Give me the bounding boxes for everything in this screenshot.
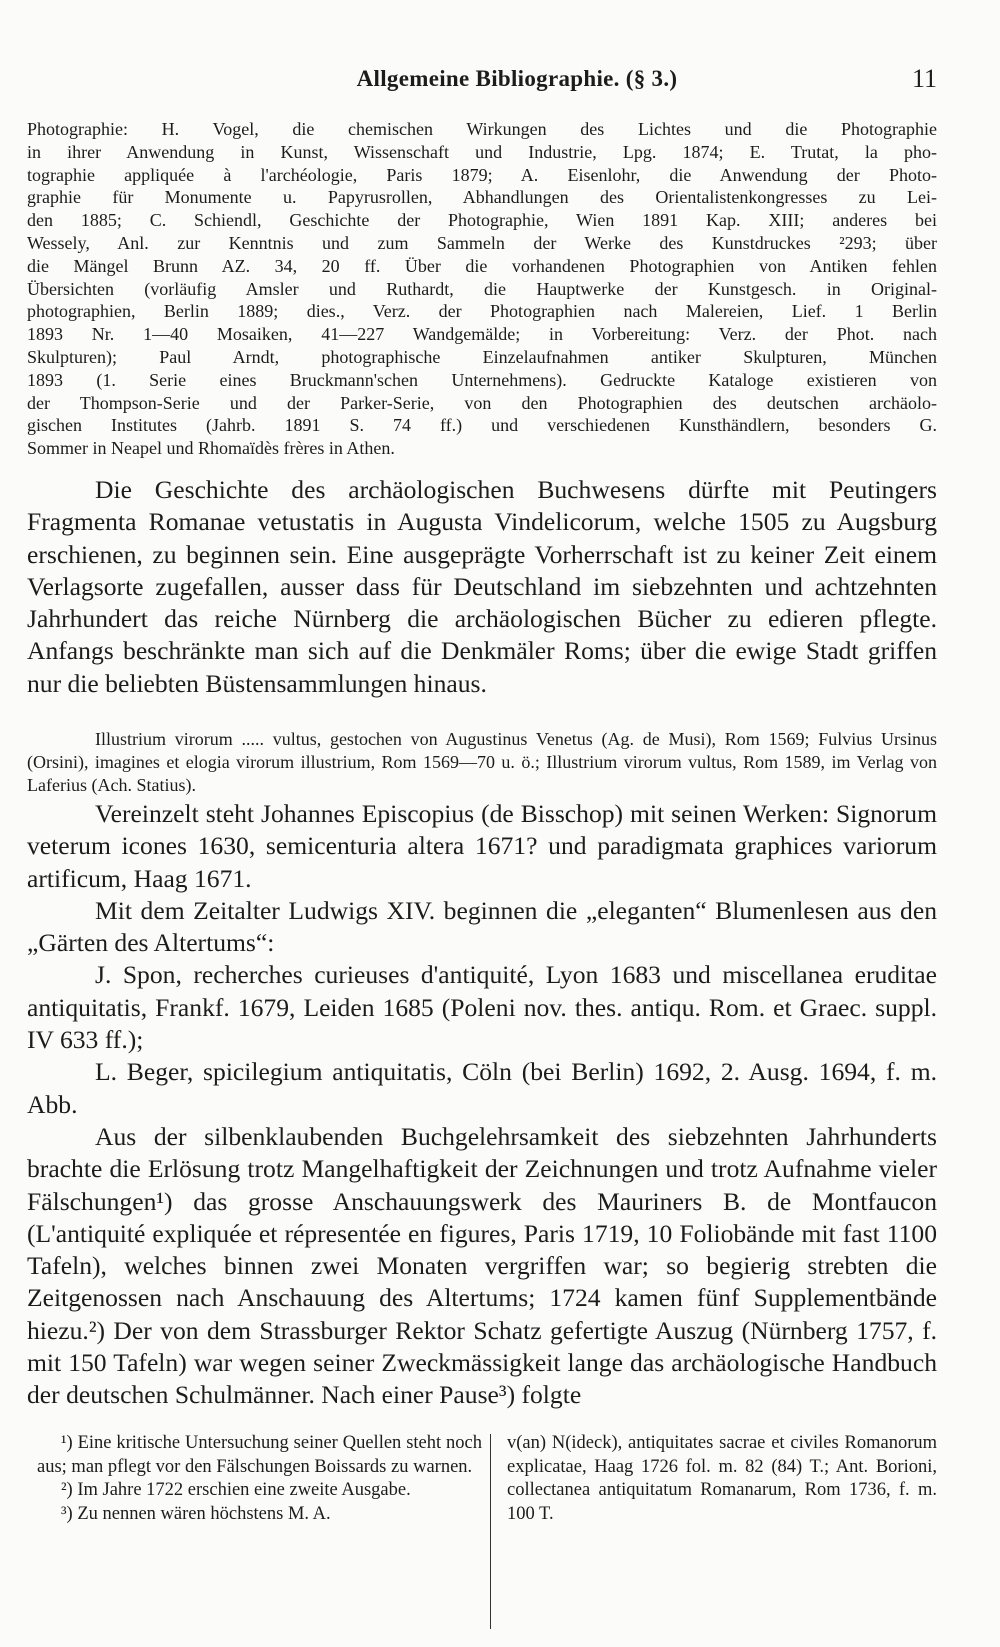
text-line: 1893 (1. Serie eines Bruckmann'schen Unternehmens). Gedruckte Kataloge existieren von <box>27 369 937 390</box>
text-line: Skulpturen); Paul Arndt, photographische Einzelaufnahmen antiker Skulpturen, München <box>27 346 937 367</box>
running-title: Allgemeine Bibliographie. (§ 3.) <box>356 66 678 91</box>
photography-paragraph <box>27 118 937 460</box>
ludwig-paragraph: Mit dem Zeitalter Ludwigs XIV. beginnen die „eleganten“ Blumenlesen aus den „Gärten des Altertums“: <box>27 895 937 958</box>
montfaucon-paragraph: Aus der silbenklaubenden Buchgelehrsamkeit des siebzehnten Jahrhunderts brachte die Erlösung trotz Mangelhaftigkeit der Zeichnungen und trotz Aufnahme vieler Fälschungen¹) das grosse Anschauungswerk des Mauriners B. de Montfaucon (L'antiquité expliquée et répresentée en figures, Paris 1719, 10 Foliobände mit fast 1100 Tafeln), welches binnen zwei Monaten vergriffen war; so begierig strebten die Zeitgenossen nach Anschauung des Altertums; 1724 kamen fünf Supplementbände hiezu.²) Der von dem Strassburger Rektor Schatz gefertigte Auszug (Nürnberg 1757, f. mit 150 Tafeln) war wegen seiner Zweckmässigkeit lange das archäologische Handbuch der deutschen Schulmänner. Nach einer Pause³) folgte <box>27 1121 937 1410</box>
spon-paragraph: J. Spon, recherches curieuses d'antiquité, Lyon 1683 und miscellanea eruditae antiquitatis, Frankf. 1679, Leiden 1685 (Poleni nov. thes. antiqu. Rom. et Graec. suppl. IV 633 ff.); <box>27 960 937 1055</box>
text-line: graphie für Monumente u. Papyrusrollen, Abhandlungen des Orientalistenkongresses zu Lei- <box>27 187 937 208</box>
geschichte-paragraph: Die Geschichte des archäologischen Buchwesens dürfte mit Peutingers Fragmenta Romanae vetustatis in Augusta Vindelicorum, welche 1505 zu Augsburg erschienen, zu beginnen sein. Eine ausgeprägte Vorherrschaft ist zu keiner Zeit einem Verlagsorte zugefallen, ausser dass für Deutschland im siebzehnten und achtzehnten Jahrhundert das reiche Nürnberg die archäologischen Bücher zu edieren pflegte. Anfangs beschränkte man sich auf die Denkmäler Roms; über die ewige Stadt griffen nur die beliebten Büstensammlungen hinaus. <box>27 475 937 698</box>
illustrium-note: Illustrium virorum ..... vultus, gestochen von Augustinus Venetus (Ag. de Musi), Rom 1569; Fulvius Ursinus (Orsini), imagines et elogia virorum illustrium, Rom 1569—70 u. ö.; Illustrium virorum vultus, Rom 1589, im Verlag von Laferius (Ach. Statius). <box>27 729 937 795</box>
text-line: gischen Institutes (Jahrb. 1891 S. 74 ff.) und verschiedenen Kunsthändlern, besonders G. <box>27 415 937 436</box>
text-line: 1893 Nr. 1—40 Mosaiken, 41—227 Wandgemälde; in Vorbereitung: Verz. der Phot. nach <box>27 324 937 345</box>
illustrium-note-block <box>27 728 937 796</box>
footnote-2: ²) Im Jahre 1722 erschien eine zweite Ausgabe. <box>61 1480 411 1500</box>
beger-paragraph: L. Beger, spicilegium antiquitatis, Cöln (bei Berlin) 1692, 2. Ausg. 1694, f. m. Abb. <box>27 1057 937 1119</box>
geschichte-paragraph-block <box>27 474 937 700</box>
text-line: Wessely, Anl. zur Kenntnis und zum Sammeln der Werke des Kunstdruckes ²293; über <box>27 232 937 253</box>
text-line: in ihrer Anwendung in Kunst, Wissenschaft und Industrie, Lpg. 1874; E. Trutat, la pho- <box>27 141 937 162</box>
episcopius-paragraph: Vereinzelt steht Johannes Episcopius (de Bisschop) mit seinen Werken: Signorum veterum icones 1630, semicenturia altera 1671? und paradigmata graphices variorum artificum, Haag 1671. <box>27 799 937 893</box>
footnote-1: ¹) Eine kritische Untersuchung seiner Quellen steht noch aus; man pflegt vor den Fälschungen Boissards zu warnen. <box>37 1433 482 1477</box>
text-line: Photographie: H. Vogel, die chemischen Wirkungen des Lichtes und die Photographie <box>27 119 937 139</box>
footnotes-left-column <box>37 1432 482 1526</box>
text-line: Übersichten (vorläufig Amsler und Ruthardt, die Hauptwerke der Kunstgesch. in Original- <box>27 278 937 299</box>
text-line: Sommer in Neapel und Rhomaïdès frères in Athen. <box>27 438 395 459</box>
footnote-3: ³) Zu nennen wären höchstens M. A. <box>61 1503 331 1524</box>
text-line: der Thompson-Serie und der Parker-Serie, von den Photographien des deutschen archäolo- <box>27 392 937 413</box>
text-line: photographien, Berlin 1889; dies., Verz. der Photographien nach Malereien, Lief. 1 Berlin <box>27 301 937 322</box>
footnotes-right-column <box>507 1432 937 1526</box>
text-line: den 1885; C. Schiendl, Geschichte der Photographie, Wien 1891 Kap. XIII; anderes bei <box>27 210 937 231</box>
text-line: die Mängel Brunn AZ. 34, 20 ff. Über die vorhandenen Photographien von Antiken fehlen <box>27 255 937 276</box>
page-number: 11 <box>911 64 937 93</box>
footnote-3-continued: v(an) N(ideck), antiquitates sacrae et civiles Romanorum explicatae, Haag 1726 fol. m. 82 (84) T.; Ant. Borioni, collectanea antiquitatum Romanarum, Rom 1736, f. m. 100 T. <box>507 1433 937 1524</box>
later-paragraphs <box>27 798 937 1412</box>
footnotes <box>27 1432 937 1647</box>
page-header <box>27 66 937 106</box>
text-line: tographie appliquée à l'archéologie, Paris 1879; A. Eisenlohr, die Anwendung der Photo- <box>27 164 937 185</box>
column-divider <box>490 1434 491 1629</box>
